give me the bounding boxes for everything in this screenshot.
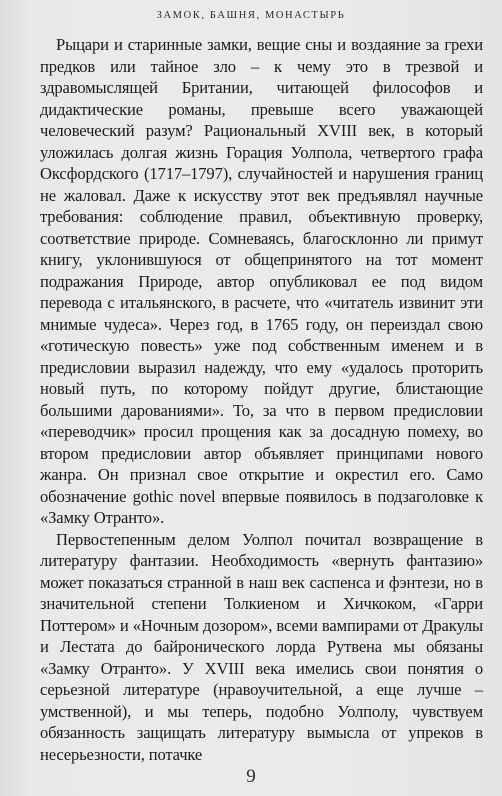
paragraph: Рыцари и старинные замки, вещие сны и воздаяние за грехи предков или тайное зло – к чему это в трезвой и здравомыслящей Британии, читающей философов и дидактические романы, превыше всего уважающей человеческий разум? Рациональный XVIII век, в который уложилась долгая жизнь Горация Уолпола, четвертого графа Оксфордского (1717–1797), случайностей и нарушения границ не жаловал. Даже к искусству этот век предъявлял научные требования: соблюдение правил, объективную проверку, соответствие природе. Сомневаясь, благосклонно ли примут книгу, уклонившуюся от общепринятого на тот момент подражания Природе, автор опубликовал ее под видом перевода с итальянского, в расчете, что «читатель извинит эти мнимые чудеса». Через год, в 1765 году, он переиздал свою «готическую повесть» уже под собственным именем и в предисловии выразил надежду, что ему «удалось проторить новый путь, по которому пойдут другие, блистающие большими дарованиями». То, за что в первом предисловии «переводчик» просил прощения как за досадную помеху, во втором предисловии автор объявляет принципами нового жанра. Он признал свое открытие и окрестил его. Само обозначение gothic novel впервые появилось в подзаголовке к «Замку Отранто».: [40, 35, 483, 527]
page-number: 9: [246, 766, 256, 787]
running-head: ЗАМОК, БАШНЯ, МОНАСТЫРЬ: [156, 10, 346, 21]
paragraph: Первостепенным делом Уолпол почитал возвращение в литературу фантазии. Необходимость «вернуть фантазию» может показаться странной в наш век саспенса и фэнтези, но в значительной степени Толкиеном и Хичкоком, «Гарри Поттером» и «Ночным дозором», всеми вампирами от Дракулы и Лестата до байронического лорда Рутвена мы обязаны «Замку Отранто». У XVIII века имелись свои понятия о серьезной литературе (нравоучительной, а еще лучше – умственной), и мы теперь, подобно Уолполу, чувствуем обязанность защищать литературу вымысла от упреков в несерьезности, потачке: [40, 529, 483, 764]
body-text: [40, 34, 483, 765]
